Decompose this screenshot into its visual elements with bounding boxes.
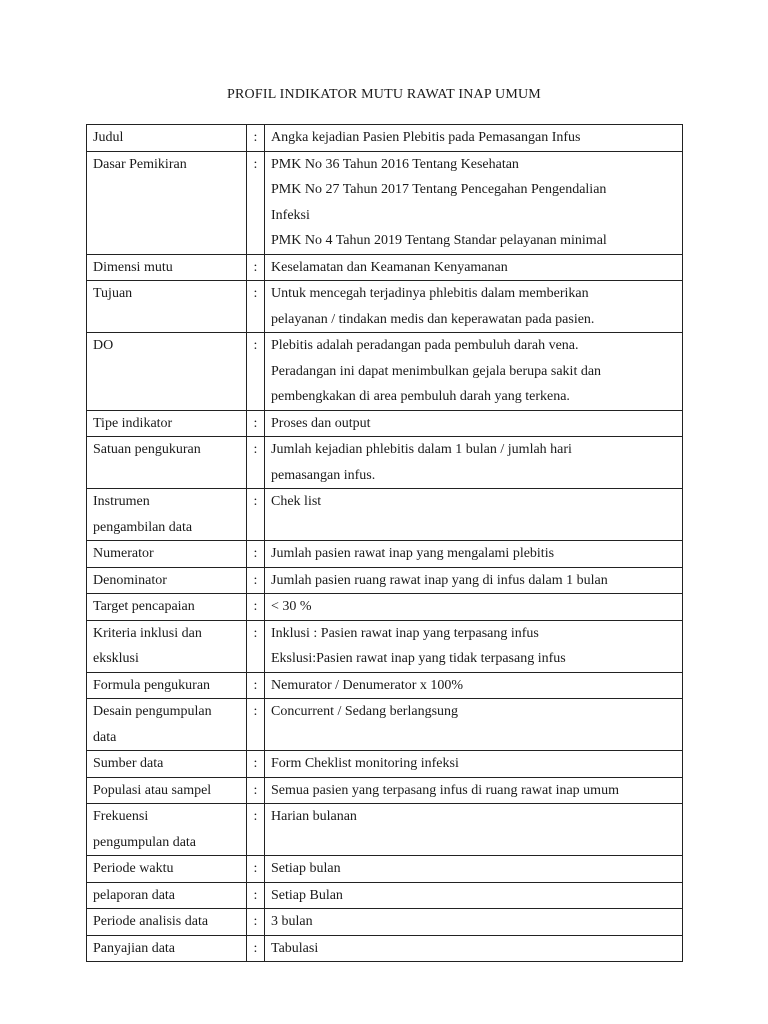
row-value: Semua pasien yang terpasang infus di ruang rawat inap umum — [271, 782, 619, 798]
row-label: DO — [93, 338, 114, 353]
row-separator: : — [247, 541, 265, 568]
row-label: Target pencapaian — [93, 599, 195, 614]
row-value-cell — [265, 489, 683, 541]
row-label-cell — [87, 909, 247, 936]
row-value-cell — [265, 672, 683, 699]
row-label-cell — [87, 151, 247, 254]
row-separator: : — [247, 856, 265, 883]
row-value: Plebitis adalah peradangan pada pembuluh darah vena. — [271, 338, 579, 353]
row-label: Periode analisis data — [93, 914, 209, 929]
row-value: Harian bulanan — [271, 809, 357, 824]
row-value: Setiap Bulan — [271, 887, 343, 903]
row-label-cell — [87, 620, 247, 672]
row-value: PMK No 36 Tahun 2016 Tentang Kesehatan — [271, 156, 519, 172]
table-row — [87, 620, 683, 672]
table-row — [87, 672, 683, 699]
row-label-cell — [87, 856, 247, 883]
row-label-cell — [87, 281, 247, 333]
row-value-cell — [265, 125, 683, 152]
row-label: Periode waktu — [93, 861, 174, 876]
row-value-cell — [265, 281, 683, 333]
table-row — [87, 125, 683, 152]
row-value: 3 bulan — [271, 914, 313, 929]
row-separator: : — [247, 935, 265, 962]
table-row — [87, 410, 683, 437]
row-separator: : — [247, 699, 265, 751]
row-separator: : — [247, 333, 265, 411]
row-label-cell — [87, 699, 247, 751]
table-row — [87, 935, 683, 962]
table-row — [87, 567, 683, 594]
row-label: Instrumen — [93, 494, 150, 509]
row-label-cell — [87, 751, 247, 778]
row-label: Dasar Pemikiran — [93, 156, 187, 172]
row-label: data — [93, 729, 117, 745]
row-value-cell — [265, 620, 683, 672]
row-value-cell — [265, 882, 683, 909]
row-label: pengambilan data — [93, 519, 193, 535]
row-value: Angka kejadian Pasien Plebitis pada Pemasangan Infus — [271, 130, 581, 145]
row-value-cell — [265, 254, 683, 281]
row-value: pembengkakan di area pembuluh darah yang terkena. — [271, 389, 570, 404]
row-label: Numerator — [93, 546, 154, 561]
row-value-cell — [265, 777, 683, 804]
row-label: Satuan pengukuran — [93, 442, 201, 457]
row-value: Concurrent / Sedang berlangsung — [271, 704, 459, 719]
row-value-cell — [265, 541, 683, 568]
table-row — [87, 437, 683, 489]
row-separator: : — [247, 594, 265, 621]
table-row — [87, 151, 683, 254]
row-label-cell — [87, 541, 247, 568]
row-label-cell — [87, 333, 247, 411]
row-label: eksklusi — [93, 651, 139, 666]
row-separator: : — [247, 281, 265, 333]
table-row — [87, 254, 683, 281]
row-label-cell — [87, 594, 247, 621]
row-separator: : — [247, 489, 265, 541]
row-label: Tipe indikator — [93, 415, 173, 431]
row-value: Jumlah pasien ruang rawat inap yang di infus dalam 1 bulan — [271, 572, 608, 588]
row-label-cell — [87, 935, 247, 962]
table-row — [87, 281, 683, 333]
row-label: Populasi atau sampel — [93, 782, 212, 798]
row-value: Jumlah pasien rawat inap yang mengalami plebitis — [271, 546, 555, 561]
row-value-cell — [265, 594, 683, 621]
row-separator: : — [247, 672, 265, 699]
row-value: Jumlah kejadian phlebitis dalam 1 bulan / jumlah hari — [271, 442, 572, 457]
row-value: PMK No 27 Tahun 2017 Tentang Pencegahan Pengendalian — [271, 182, 607, 197]
row-label: pengumpulan data — [93, 834, 197, 850]
row-label-cell — [87, 125, 247, 152]
row-separator: : — [247, 125, 265, 152]
row-label: pelaporan data — [93, 887, 176, 903]
row-value: Setiap bulan — [271, 861, 341, 876]
row-value: Proses dan output — [271, 415, 371, 431]
row-value: Untuk mencegah terjadinya phlebitis dalam memberikan — [271, 286, 589, 301]
row-separator: : — [247, 437, 265, 489]
table-row — [87, 489, 683, 541]
row-separator: : — [247, 567, 265, 594]
row-label-cell — [87, 882, 247, 909]
row-label: Judul — [93, 130, 124, 145]
row-separator: : — [247, 254, 265, 281]
table-row — [87, 882, 683, 909]
row-label: Desain pengumpulan — [93, 704, 212, 719]
row-value-cell — [265, 151, 683, 254]
row-value-cell — [265, 410, 683, 437]
row-value: pelayanan / tindakan medis dan keperawatan pada pasien. — [271, 311, 595, 327]
row-value: Inklusi : Pasien rawat inap yang terpasang infus — [271, 625, 539, 641]
row-value: Form Cheklist monitoring infeksi — [271, 756, 459, 771]
row-value: Tabulasi — [271, 940, 319, 956]
row-label-cell — [87, 254, 247, 281]
row-value-cell — [265, 935, 683, 962]
row-value-cell — [265, 751, 683, 778]
row-value-cell — [265, 437, 683, 489]
indicator-profile-table — [86, 124, 683, 962]
row-value-cell — [265, 856, 683, 883]
row-label: Frekuensi — [93, 809, 149, 824]
table-row — [87, 699, 683, 751]
row-value-cell — [265, 567, 683, 594]
row-value: Nemurator / Denumerator x 100% — [271, 677, 464, 693]
row-value: Infeksi — [271, 207, 310, 223]
row-label-cell — [87, 777, 247, 804]
table-row — [87, 541, 683, 568]
row-label: Denominator — [93, 572, 167, 588]
row-value: Peradangan ini dapat menimbulkan gejala berupa sakit dan — [271, 363, 602, 379]
row-label: Sumber data — [93, 756, 164, 771]
row-label-cell — [87, 410, 247, 437]
table-row — [87, 909, 683, 936]
row-separator: : — [247, 882, 265, 909]
row-label-cell — [87, 567, 247, 594]
row-value: < 30 % — [271, 599, 312, 614]
row-value-cell — [265, 804, 683, 856]
row-label-cell — [87, 437, 247, 489]
row-value: pemasangan infus. — [271, 467, 376, 483]
row-separator: : — [247, 909, 265, 936]
row-label-cell — [87, 489, 247, 541]
table-row — [87, 751, 683, 778]
table-row — [87, 777, 683, 804]
row-label-cell — [87, 672, 247, 699]
row-separator: : — [247, 151, 265, 254]
row-separator: : — [247, 804, 265, 856]
table-row — [87, 804, 683, 856]
row-label: Dimensi mutu — [93, 259, 173, 275]
row-value: PMK No 4 Tahun 2019 Tentang Standar pelayanan minimal — [271, 233, 607, 248]
row-value-cell — [265, 699, 683, 751]
document-title: PROFIL INDIKATOR MUTU RAWAT INAP UMUM — [227, 87, 541, 102]
row-value-cell — [265, 909, 683, 936]
row-separator: : — [247, 410, 265, 437]
row-separator: : — [247, 777, 265, 804]
row-label: Panyajian data — [93, 940, 176, 956]
row-value-cell — [265, 333, 683, 411]
table-row — [87, 856, 683, 883]
row-value: Chek list — [271, 494, 322, 509]
row-value: Ekslusi:Pasien rawat inap yang tidak terpasang infus — [271, 651, 566, 666]
row-label: Formula pengukuran — [93, 677, 211, 693]
row-label: Tujuan — [93, 286, 133, 301]
row-separator: : — [247, 620, 265, 672]
row-label: Kriteria inklusi dan — [93, 625, 202, 641]
row-label-cell — [87, 804, 247, 856]
row-value: Keselamatan dan Keamanan Kenyamanan — [271, 259, 508, 275]
row-separator: : — [247, 751, 265, 778]
table-row — [87, 594, 683, 621]
table-row — [87, 333, 683, 411]
